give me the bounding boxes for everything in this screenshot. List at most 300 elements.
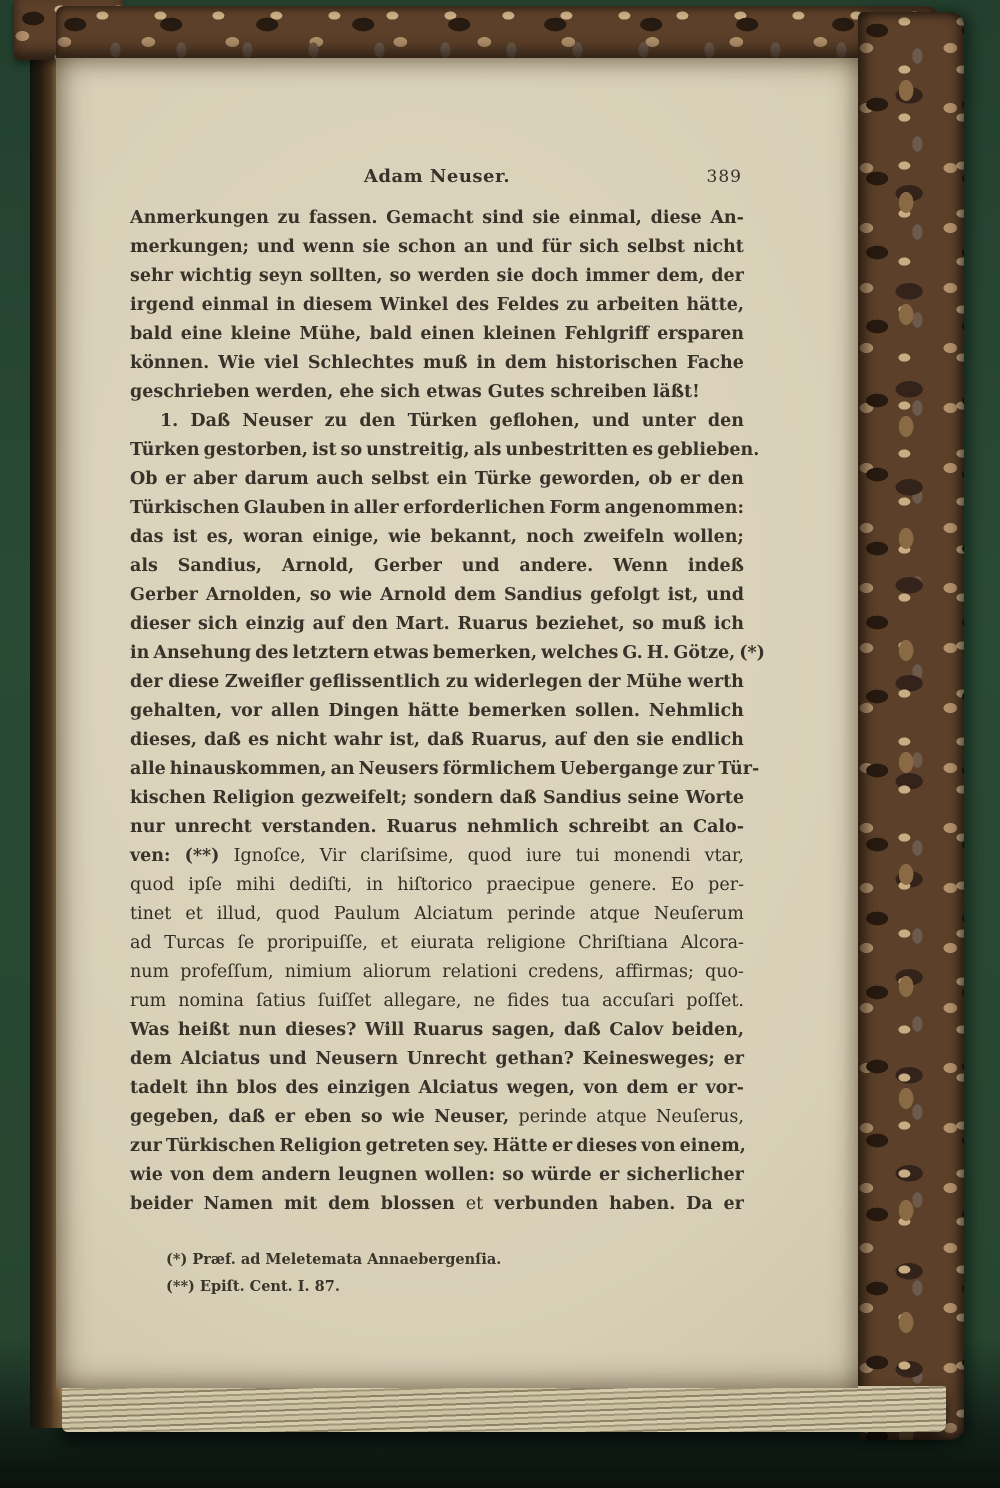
word: Feldes <box>496 295 559 315</box>
word: Neusern <box>315 1049 399 1069</box>
word: von <box>641 1136 676 1156</box>
word: Neuſerum <box>653 904 744 924</box>
word: es <box>632 440 654 460</box>
word: bemerken, <box>432 643 538 663</box>
word: wie <box>391 1107 425 1127</box>
word: den <box>707 411 744 431</box>
word: dediſti, <box>289 875 353 895</box>
word: ehe <box>339 382 375 402</box>
word: Arnold <box>380 585 447 605</box>
text-line <box>130 440 760 469</box>
text-line <box>130 1136 744 1165</box>
word: wie <box>339 585 373 605</box>
word: Türke <box>474 469 532 489</box>
word: daß <box>499 788 537 808</box>
word: als <box>130 556 158 576</box>
word: ne <box>473 991 496 1011</box>
word: einzigen <box>327 1078 411 1098</box>
word: werden, <box>255 382 334 402</box>
word: einen <box>420 324 475 344</box>
word: schreiben <box>550 382 647 402</box>
word: Türken <box>130 440 200 460</box>
word: auf <box>554 730 587 750</box>
word: et <box>465 1194 484 1214</box>
word: Uebergange <box>559 759 679 779</box>
word: nimium <box>284 962 352 982</box>
word: angenommen: <box>604 498 744 518</box>
word: indeß <box>687 556 744 576</box>
word: für <box>541 237 572 257</box>
word: blos <box>236 1078 277 1098</box>
word: vor- <box>705 1078 744 1098</box>
word: so <box>389 266 412 286</box>
word: würde <box>531 1165 592 1185</box>
word: Religion <box>279 1136 362 1156</box>
text-line <box>130 585 744 614</box>
word: so <box>340 440 363 460</box>
word: einmal, <box>568 208 642 228</box>
word: Fache <box>686 353 744 373</box>
word: beider <box>130 1194 193 1214</box>
word: er <box>598 1165 620 1185</box>
word: num <box>130 962 170 982</box>
word: gegeben, <box>130 1107 219 1127</box>
word: eiurata <box>410 933 475 953</box>
word: Vir <box>319 846 347 866</box>
word: ein <box>436 469 468 489</box>
word: irgend <box>130 295 195 315</box>
word: dem <box>504 353 547 373</box>
word: monendi <box>613 846 691 866</box>
word: sie <box>496 266 525 286</box>
word: den <box>351 614 388 634</box>
word: dem <box>130 1049 172 1069</box>
word: letztern <box>292 643 370 663</box>
word: et <box>380 933 398 953</box>
text-line <box>130 266 744 295</box>
word: doch <box>531 266 579 286</box>
word: Mart. <box>395 614 450 634</box>
text-line <box>130 614 744 643</box>
word: eine <box>180 324 223 344</box>
word: als <box>473 440 502 460</box>
text-line <box>130 556 744 585</box>
word: er <box>723 1194 744 1214</box>
word: profeſſum, <box>180 962 274 982</box>
word: selbst <box>371 469 430 489</box>
word: Was <box>130 1020 170 1040</box>
word: Wie <box>218 353 256 373</box>
word: sich <box>579 237 620 257</box>
word: von <box>583 1078 619 1098</box>
word: bald <box>130 324 173 344</box>
word: Nehmlich <box>648 701 744 721</box>
word: dieses, <box>130 730 197 750</box>
word: iure <box>525 846 562 866</box>
word: so <box>502 1165 524 1185</box>
word: er <box>274 1107 295 1127</box>
word: Türkischen <box>165 1136 276 1156</box>
word: bemerken <box>468 701 567 721</box>
word: illud, <box>216 904 262 924</box>
word: alle <box>130 759 166 779</box>
word: wie <box>130 1165 163 1185</box>
word: allen <box>270 701 320 721</box>
word: quo- <box>705 962 744 982</box>
word: ihn <box>195 1078 229 1098</box>
word: ven: <box>130 846 171 866</box>
word: tua <box>561 991 591 1011</box>
word: Neuser, <box>434 1107 510 1127</box>
text-line <box>130 701 744 730</box>
word: dem <box>328 1194 370 1214</box>
word: (*) <box>739 643 765 663</box>
word: rum <box>130 991 167 1011</box>
word: Ruarus <box>386 817 457 837</box>
word: darum <box>244 469 309 489</box>
word: gehalten, <box>130 701 223 721</box>
word: Sandius <box>504 585 583 605</box>
word: gestorben, <box>203 440 308 460</box>
word: An- <box>710 208 744 228</box>
word: und <box>268 1049 307 1069</box>
word: einem, <box>679 1136 746 1156</box>
word: Sandius <box>543 788 622 808</box>
word: Neuser <box>242 411 313 431</box>
word: merkungen; <box>130 237 249 257</box>
word: viel <box>264 353 299 373</box>
text-line <box>130 208 744 237</box>
word: endlich <box>671 730 744 750</box>
word: und <box>495 237 534 257</box>
word: sollten, <box>309 266 383 286</box>
word: Daß <box>190 411 231 431</box>
word: daß <box>563 1020 601 1040</box>
word: arbeiten <box>596 295 680 315</box>
word: Götze, <box>673 643 736 663</box>
word: eben <box>304 1107 352 1127</box>
word: Ruarus <box>412 1020 484 1040</box>
word: und <box>461 556 500 576</box>
word: Religion <box>212 788 295 808</box>
word: noch <box>526 527 575 547</box>
footnote: (**) Epiſt. Cent. I. 87. <box>166 1278 340 1295</box>
text-line <box>130 1165 744 1194</box>
word: Ignoſce, <box>233 846 306 866</box>
text-line <box>130 411 744 440</box>
word: fides <box>507 991 550 1011</box>
word: Alciatus <box>418 1078 499 1098</box>
word: credens, <box>528 962 605 982</box>
word: dem <box>212 1165 254 1185</box>
word: widerlegen <box>474 672 583 692</box>
word: einmal <box>201 295 269 315</box>
word: Anmerkungen <box>130 208 269 228</box>
word: diese <box>650 208 702 228</box>
book-page <box>56 58 858 1388</box>
word: Alciatus <box>180 1049 261 1069</box>
word: gethan? <box>495 1049 574 1069</box>
word: hinauskommen, <box>169 759 327 779</box>
word: relationi <box>442 962 518 982</box>
text-line <box>130 527 744 556</box>
word: einzig <box>245 614 305 634</box>
word: G. <box>622 643 643 663</box>
footnote: (*) Præf. ad Meletemata Annaebergenſia. <box>166 1251 502 1268</box>
word: clariſsime, <box>360 846 454 866</box>
word: affirmas; <box>615 962 694 982</box>
word: ob <box>648 469 673 489</box>
word: (**) <box>184 846 220 866</box>
word: nicht <box>276 730 327 750</box>
word: daß <box>228 1107 266 1127</box>
word: ist, <box>667 585 699 605</box>
word: hiſtorico <box>397 875 473 895</box>
word: und <box>257 237 295 257</box>
word: Schlechtes <box>307 353 415 373</box>
word: so <box>632 614 654 634</box>
word: Fehlgriff <box>564 324 649 344</box>
word: quod <box>467 846 512 866</box>
word: zu <box>445 672 469 692</box>
word: an <box>330 759 355 779</box>
word: sicherlicher <box>626 1165 744 1185</box>
word: geschrieben <box>130 382 250 402</box>
word: er <box>551 1136 573 1156</box>
word: gezweifelt; <box>301 788 408 808</box>
word: Namen <box>203 1194 274 1214</box>
word: Neusers <box>358 759 439 779</box>
word: andern <box>261 1165 331 1185</box>
word: zur <box>130 1136 162 1156</box>
word: accuſari <box>602 991 675 1011</box>
word: Alcora- <box>680 933 744 953</box>
word: selbst <box>627 237 685 257</box>
word: leugnen <box>338 1165 418 1185</box>
word: Gemacht <box>386 208 474 228</box>
word: er <box>676 1078 698 1098</box>
page-number: 389 <box>706 167 742 187</box>
word: an <box>659 817 684 837</box>
word: tui <box>575 846 600 866</box>
text-line <box>130 382 744 411</box>
word: ersparen <box>657 324 744 344</box>
word: nehmlich <box>466 817 559 837</box>
word: unbestritten <box>505 440 629 460</box>
word: et <box>185 904 203 924</box>
word: Calov <box>609 1020 664 1040</box>
word: Arnold, <box>281 556 355 576</box>
word: andere. <box>519 556 594 576</box>
word: es, <box>206 527 234 547</box>
word: ist <box>172 527 198 547</box>
word: auf <box>312 614 345 634</box>
word: ſe <box>237 933 255 953</box>
word: sind <box>482 208 524 228</box>
word: dem <box>454 585 497 605</box>
word: zweifeln <box>583 527 665 547</box>
word: H. <box>646 643 670 663</box>
word: zu <box>566 295 590 315</box>
word: zu <box>277 208 301 228</box>
word: können. <box>130 353 210 373</box>
word: allegare, <box>383 991 462 1011</box>
word: vtar, <box>704 846 744 866</box>
word: in <box>366 875 384 895</box>
text-line <box>130 498 744 527</box>
word: wollen; <box>673 527 744 547</box>
word: es <box>247 730 269 750</box>
word: praecipue <box>486 875 576 895</box>
word: atque <box>589 904 640 924</box>
word: von <box>170 1165 205 1185</box>
word: ist, <box>389 730 421 750</box>
word: Paulum <box>333 904 401 924</box>
word: aliorum <box>362 962 432 982</box>
word: quod <box>130 875 175 895</box>
word: wie <box>388 527 422 547</box>
word: nur <box>130 817 165 837</box>
page-stack-edge <box>62 1386 946 1432</box>
word: seyn <box>258 266 303 286</box>
word: des <box>255 643 289 663</box>
word: sie <box>362 237 391 257</box>
word: 1. <box>160 411 179 431</box>
word: Wenn <box>613 556 668 576</box>
word: wenn <box>302 237 355 257</box>
word: unter <box>641 411 696 431</box>
word: poſſet. <box>686 991 744 1011</box>
word: dieser <box>130 614 191 634</box>
word: proripuiſſe, <box>266 933 368 953</box>
word: sie <box>532 208 561 228</box>
word: mit <box>283 1194 318 1214</box>
word: schon <box>398 237 456 257</box>
word: bald <box>369 324 413 344</box>
word: Mühe, <box>299 324 362 344</box>
body-text <box>130 208 765 1223</box>
word: Zweifler <box>224 672 304 692</box>
word: muß <box>661 614 707 634</box>
word: blossen <box>380 1194 455 1214</box>
word: Alciatum <box>414 904 494 924</box>
word: geworden, <box>539 469 641 489</box>
footnotes <box>130 1246 744 1300</box>
word: welches <box>541 643 619 663</box>
word: diesem <box>302 295 373 315</box>
word: haben. <box>609 1194 676 1214</box>
word: dieses? <box>285 1020 357 1040</box>
word: Dingen <box>328 701 399 721</box>
text-line <box>130 933 744 962</box>
word: Form <box>549 498 601 518</box>
word: den <box>359 411 396 431</box>
word: diese <box>168 672 220 692</box>
marbled-fore-edge <box>858 12 964 1440</box>
text-line <box>130 237 744 266</box>
word: den <box>593 730 630 750</box>
word: dem, <box>656 266 705 286</box>
text-line <box>130 962 744 991</box>
word: mihi <box>236 875 276 895</box>
word: in <box>130 643 150 663</box>
word: Gerber <box>374 556 442 576</box>
word: vor <box>231 701 263 721</box>
word: kleinen <box>483 324 557 344</box>
word: Hätte <box>492 1136 548 1156</box>
word: nun <box>238 1020 277 1040</box>
word: unstreitig, <box>366 440 470 460</box>
word: sollen. <box>575 701 640 721</box>
word: einige, <box>312 527 380 547</box>
text-line <box>130 1078 744 1107</box>
text-line <box>130 469 744 498</box>
word: in <box>476 353 496 373</box>
word: so <box>361 1107 383 1127</box>
word: Türken <box>407 411 478 431</box>
word: immer <box>585 266 650 286</box>
word: etwas <box>373 643 429 663</box>
text-line <box>130 759 760 788</box>
word: Gutes <box>487 382 545 402</box>
word: und <box>591 411 630 431</box>
word: per- <box>708 875 744 895</box>
word: ich <box>713 614 744 634</box>
word: dem <box>626 1078 669 1098</box>
word: getreten <box>365 1136 450 1156</box>
word: bekannt, <box>430 527 517 547</box>
word: nomina <box>178 991 244 1011</box>
text-line <box>130 1194 744 1223</box>
word: geblieben. <box>657 440 760 460</box>
word: zu <box>324 411 348 431</box>
word: Ruarus, <box>471 730 548 750</box>
word: nicht <box>693 237 744 257</box>
text-line <box>130 353 744 382</box>
word: Eo <box>670 875 695 895</box>
word: Glauben <box>243 498 326 518</box>
word: daß <box>204 730 241 750</box>
word: kleine <box>230 324 292 344</box>
word: beiden, <box>671 1020 744 1040</box>
word: sehr <box>130 266 173 286</box>
word: fassen. <box>308 208 378 228</box>
running-title: Adam Neuser. <box>363 166 511 187</box>
word: Ansehung <box>153 643 252 663</box>
word: Tür- <box>718 759 760 779</box>
text-line <box>130 324 744 353</box>
word: daß <box>427 730 464 750</box>
word: Will <box>364 1020 405 1040</box>
word: ad <box>130 933 152 953</box>
text-line <box>130 643 765 672</box>
word: Da <box>686 1194 713 1214</box>
word: des <box>285 1078 319 1098</box>
word: Arnolden, <box>205 585 302 605</box>
running-head <box>130 166 744 187</box>
text-line <box>130 904 744 933</box>
word: des <box>455 295 490 315</box>
text-line <box>130 846 744 875</box>
word: beziehet, <box>535 614 625 634</box>
word: sich <box>380 382 421 402</box>
word: atque <box>596 1107 647 1127</box>
word: Gerber <box>130 585 198 605</box>
word: läßt! <box>652 382 700 402</box>
word: er <box>165 469 186 489</box>
word: hätte, <box>686 295 744 315</box>
word: woran <box>243 527 304 547</box>
